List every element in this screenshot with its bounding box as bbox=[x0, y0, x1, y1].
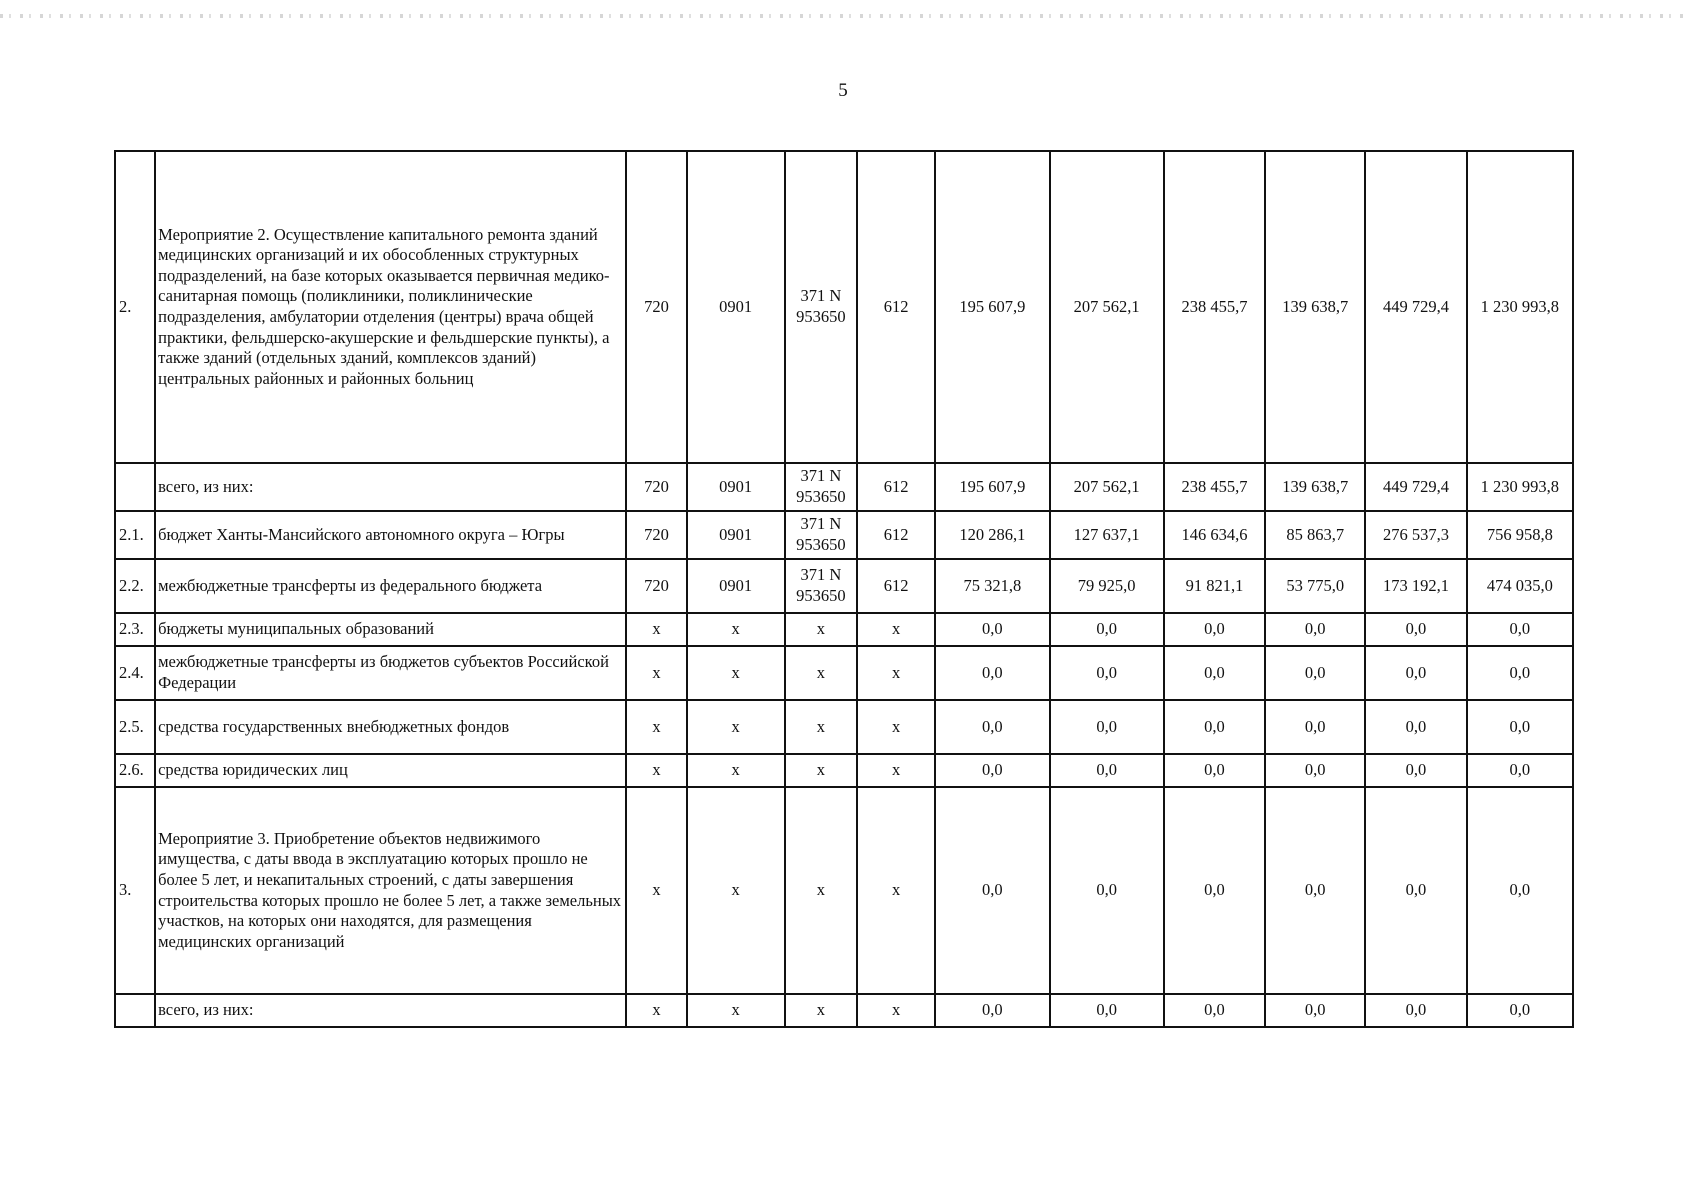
table-row bbox=[115, 754, 1573, 787]
value-cell: 0,0 bbox=[1365, 700, 1466, 754]
table-row bbox=[115, 613, 1573, 646]
target-article-line1: 371 N bbox=[800, 514, 842, 534]
value-cell: 0,0 bbox=[1164, 646, 1265, 700]
value-cell: 0,0 bbox=[1265, 613, 1365, 646]
value-cell: 0,0 bbox=[1265, 994, 1365, 1027]
value-cell: 0,0 bbox=[935, 646, 1049, 700]
target-article-code: x bbox=[785, 754, 857, 787]
value-cell: 207 562,1 bbox=[1050, 151, 1164, 463]
ministry-code: 720 bbox=[626, 511, 686, 559]
row-number: 2.1. bbox=[115, 511, 155, 559]
expense-type-code: x bbox=[857, 613, 935, 646]
row-description: бюджеты муниципальных образований bbox=[155, 613, 626, 646]
value-cell: 0,0 bbox=[1365, 613, 1466, 646]
ministry-code: x bbox=[626, 613, 686, 646]
value-cell: 0,0 bbox=[1050, 754, 1164, 787]
table-row bbox=[115, 700, 1573, 754]
value-cell: 0,0 bbox=[1265, 754, 1365, 787]
section-code: 0901 bbox=[687, 463, 785, 511]
row-number: 2.5. bbox=[115, 700, 155, 754]
value-cell: 173 192,1 bbox=[1365, 559, 1466, 613]
value-cell: 0,0 bbox=[1164, 613, 1265, 646]
value-cell: 195 607,9 bbox=[935, 463, 1049, 511]
target-article-line2: 953650 bbox=[796, 535, 846, 554]
total-cell: 1 230 993,8 bbox=[1467, 151, 1573, 463]
target-article-code: x bbox=[785, 994, 857, 1027]
target-article-line1: 371 N bbox=[800, 466, 842, 486]
value-cell: 207 562,1 bbox=[1050, 463, 1164, 511]
expense-type-code: x bbox=[857, 754, 935, 787]
total-cell: 0,0 bbox=[1467, 994, 1573, 1027]
value-cell: 449 729,4 bbox=[1365, 463, 1466, 511]
row-number: 2.2. bbox=[115, 559, 155, 613]
value-cell: 0,0 bbox=[935, 787, 1049, 994]
value-cell: 139 638,7 bbox=[1265, 151, 1365, 463]
value-cell: 0,0 bbox=[1164, 700, 1265, 754]
row-number: 2.3. bbox=[115, 613, 155, 646]
expense-type-code: 612 bbox=[857, 151, 935, 463]
table-row bbox=[115, 511, 1573, 559]
expense-type-code: x bbox=[857, 646, 935, 700]
expense-type-code: 612 bbox=[857, 511, 935, 559]
row-description: Мероприятие 3. Приобретение объектов недвижимого имущества, с даты ввода в эксплуатацию которых прошло не более 5 лет, и некапитальных строений, с даты завершения строительства которых прошло не более 5 лет, а также земельных участков, на которых они находятся, для размещения медицинских организаций bbox=[155, 787, 626, 994]
ministry-code: x bbox=[626, 646, 686, 700]
target-article-line2: 953650 bbox=[796, 487, 846, 506]
row-description: всего, из них: bbox=[155, 994, 626, 1027]
value-cell: 0,0 bbox=[935, 994, 1049, 1027]
value-cell: 0,0 bbox=[1265, 646, 1365, 700]
value-cell: 0,0 bbox=[1265, 787, 1365, 994]
table-row bbox=[115, 559, 1573, 613]
value-cell: 0,0 bbox=[1365, 754, 1466, 787]
value-cell: 0,0 bbox=[935, 700, 1049, 754]
ministry-code: x bbox=[626, 754, 686, 787]
target-article-code bbox=[785, 511, 857, 559]
target-article-line1: 371 N bbox=[800, 565, 842, 585]
total-cell: 0,0 bbox=[1467, 646, 1573, 700]
value-cell: 0,0 bbox=[1365, 646, 1466, 700]
ministry-code: 720 bbox=[626, 463, 686, 511]
section-code: x bbox=[687, 754, 785, 787]
table-row bbox=[115, 994, 1573, 1027]
section-code: x bbox=[687, 613, 785, 646]
value-cell: 85 863,7 bbox=[1265, 511, 1365, 559]
value-cell: 139 638,7 bbox=[1265, 463, 1365, 511]
row-number bbox=[115, 463, 155, 511]
target-article-code: x bbox=[785, 700, 857, 754]
value-cell: 79 925,0 bbox=[1050, 559, 1164, 613]
table-row bbox=[115, 463, 1573, 511]
expense-type-code: x bbox=[857, 994, 935, 1027]
row-description: Мероприятие 2. Осуществление капитального ремонта зданий медицинских организаций и их обособленных структурных подразделений, на базе которых оказывается первичная медико-санитарная помощь (поликлиники, поликлинические подразделения, амбулатории отделения (центры) врача общей практики, фельдшерско-акушерские и фельдшерские пункты), а также зданий (отдельных зданий, комплексов зданий) центральных районных и районных больниц bbox=[155, 151, 626, 463]
target-article-line2: 953650 bbox=[796, 586, 846, 605]
section-code: x bbox=[687, 646, 785, 700]
value-cell: 146 634,6 bbox=[1164, 511, 1265, 559]
target-article-code: x bbox=[785, 787, 857, 994]
section-code: x bbox=[687, 700, 785, 754]
value-cell: 0,0 bbox=[1164, 787, 1265, 994]
value-cell: 0,0 bbox=[1050, 994, 1164, 1027]
expense-type-code: 612 bbox=[857, 559, 935, 613]
section-code: x bbox=[687, 787, 785, 994]
ministry-code: x bbox=[626, 787, 686, 994]
value-cell: 0,0 bbox=[935, 613, 1049, 646]
value-cell: 0,0 bbox=[1050, 646, 1164, 700]
value-cell: 0,0 bbox=[1365, 994, 1466, 1027]
total-cell: 0,0 bbox=[1467, 613, 1573, 646]
page-number: 5 bbox=[838, 80, 848, 101]
target-article-line1: 371 N bbox=[800, 286, 842, 306]
value-cell: 0,0 bbox=[1164, 754, 1265, 787]
value-cell: 449 729,4 bbox=[1365, 151, 1466, 463]
row-description: средства юридических лиц bbox=[155, 754, 626, 787]
row-description: средства государственных внебюджетных фондов bbox=[155, 700, 626, 754]
value-cell: 0,0 bbox=[935, 754, 1049, 787]
target-article-code bbox=[785, 151, 857, 463]
target-article-code bbox=[785, 463, 857, 511]
table-row bbox=[115, 151, 1573, 463]
ministry-code: 720 bbox=[626, 559, 686, 613]
ministry-code: x bbox=[626, 994, 686, 1027]
row-number: 3. bbox=[115, 787, 155, 994]
value-cell: 0,0 bbox=[1050, 787, 1164, 994]
ministry-code: x bbox=[626, 700, 686, 754]
value-cell: 0,0 bbox=[1265, 700, 1365, 754]
section-code: 0901 bbox=[687, 151, 785, 463]
total-cell: 0,0 bbox=[1467, 754, 1573, 787]
value-cell: 120 286,1 bbox=[935, 511, 1049, 559]
row-number: 2. bbox=[115, 151, 155, 463]
value-cell: 53 775,0 bbox=[1265, 559, 1365, 613]
ministry-code: 720 bbox=[626, 151, 686, 463]
value-cell: 0,0 bbox=[1050, 613, 1164, 646]
value-cell: 127 637,1 bbox=[1050, 511, 1164, 559]
row-description: всего, из них: bbox=[155, 463, 626, 511]
total-cell: 1 230 993,8 bbox=[1467, 463, 1573, 511]
value-cell: 276 537,3 bbox=[1365, 511, 1466, 559]
row-number bbox=[115, 994, 155, 1027]
total-cell: 0,0 bbox=[1467, 787, 1573, 994]
section-code: 0901 bbox=[687, 511, 785, 559]
value-cell: 238 455,7 bbox=[1164, 151, 1265, 463]
value-cell: 0,0 bbox=[1365, 787, 1466, 994]
scan-edge-artifact bbox=[0, 14, 1686, 18]
row-number: 2.6. bbox=[115, 754, 155, 787]
program-table bbox=[114, 150, 1574, 1028]
value-cell: 75 321,8 bbox=[935, 559, 1049, 613]
value-cell: 0,0 bbox=[1164, 994, 1265, 1027]
row-description: бюджет Ханты-Мансийского автономного округа – Югры bbox=[155, 511, 626, 559]
row-number: 2.4. bbox=[115, 646, 155, 700]
value-cell: 91 821,1 bbox=[1164, 559, 1265, 613]
value-cell: 195 607,9 bbox=[935, 151, 1049, 463]
value-cell: 0,0 bbox=[1050, 700, 1164, 754]
total-cell: 756 958,8 bbox=[1467, 511, 1573, 559]
section-code: x bbox=[687, 994, 785, 1027]
target-article-line2: 953650 bbox=[796, 307, 846, 326]
total-cell: 0,0 bbox=[1467, 700, 1573, 754]
target-article-code: x bbox=[785, 613, 857, 646]
row-description: межбюджетные трансферты из бюджетов субъектов Российской Федерации bbox=[155, 646, 626, 700]
table-row bbox=[115, 787, 1573, 994]
expense-type-code: x bbox=[857, 787, 935, 994]
target-article-code bbox=[785, 559, 857, 613]
value-cell: 238 455,7 bbox=[1164, 463, 1265, 511]
target-article-code: x bbox=[785, 646, 857, 700]
expense-type-code: x bbox=[857, 700, 935, 754]
total-cell: 474 035,0 bbox=[1467, 559, 1573, 613]
row-description: межбюджетные трансферты из федерального бюджета bbox=[155, 559, 626, 613]
expense-type-code: 612 bbox=[857, 463, 935, 511]
section-code: 0901 bbox=[687, 559, 785, 613]
table-row bbox=[115, 646, 1573, 700]
